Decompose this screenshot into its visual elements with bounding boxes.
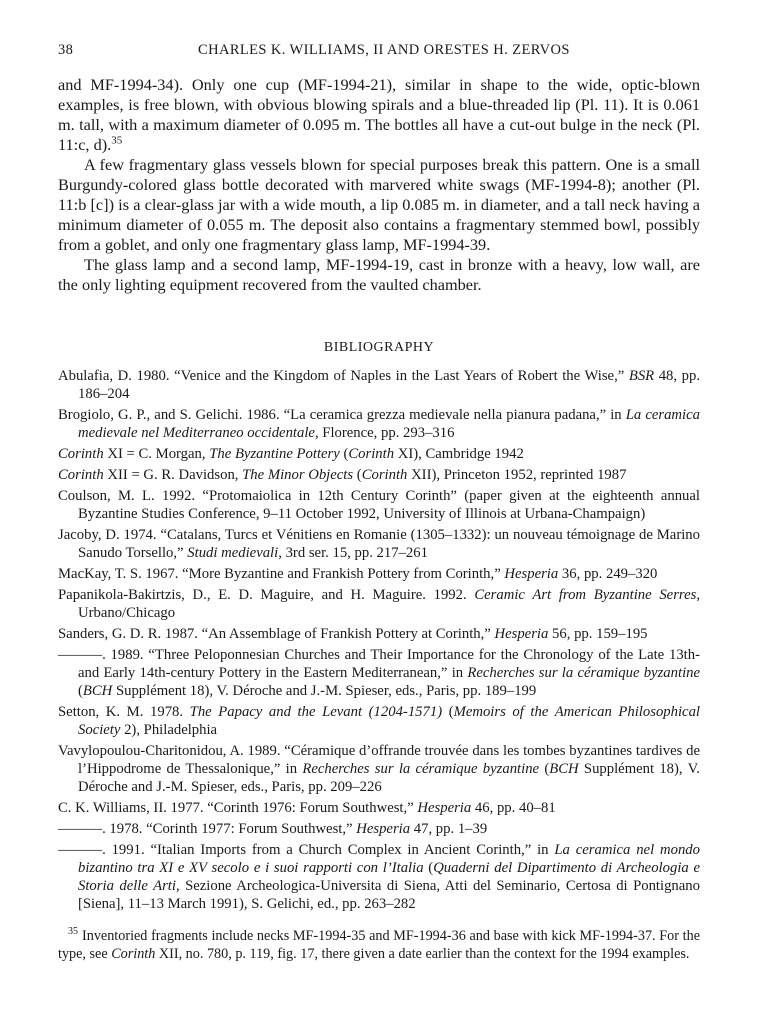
text-run: Coulson, M. L. 1992. “Protomaiolica in 12th Century Corinth” (paper given at the eighteenth annual Byzantine Studies Conference, 9–11 October 1992, University of Illinois at Urbana-Champaign): [58, 488, 700, 522]
text-run: , Sezione Archeologica-Universita di Siena, Atti del Seminario, Certosa di Pontignano [Siena], 11–13 March 1991), S. Gelichi, ed., pp. 263–282: [78, 878, 700, 912]
bibliography-entry: [58, 742, 700, 796]
italic-text: Corinth: [58, 467, 104, 483]
text-run: XI = C. Morgan,: [103, 446, 210, 462]
bibliography-entry: [58, 820, 700, 838]
italic-text: The Papacy and the Levant (1204-1571): [189, 704, 443, 720]
body-paragraph: A few fragmentary glass vessels blown for special purposes break this pattern. One is a small Burgundy-colored glass bottle decorated with marvered white swags (MF-1994-8); another (Pl. 11:b [c]) is a clear-glass jar with a wide mouth, a lip 0.085 m. in diameter, and a tall neck having a minimum diameter of 0.055 m. The deposit also contains a fragmentary stemmed bowl, possibly from a goblet, and only one fragmentary glass lamp, MF-1994-39.: [58, 155, 700, 254]
italic-text: Hesperia: [504, 566, 559, 582]
bibliography-entry: [58, 487, 700, 523]
text-run: XI), Cambridge 1942: [394, 446, 524, 462]
italic-text: La ceramica nel mondo bizantino tra XI e XV secolo e i suoi rapporti con l’Italia: [78, 842, 700, 876]
italic-text: BSR: [628, 368, 655, 384]
text-run: 48, pp. 186–204: [78, 368, 701, 402]
text-run: Brogiolo, G. P., and S. Gelichi. 1986. “La ceramica grezza medievale nella pianura padana,” in: [58, 407, 626, 423]
bibliography-entry: [58, 646, 700, 700]
italic-text: Corinth: [111, 946, 156, 962]
bibliography-entry: [58, 526, 700, 562]
body-text: [58, 75, 700, 295]
italic-text: Recherches sur la céramique byzantine: [467, 665, 701, 681]
text-run: ———. 1989. “Three Peloponnesian Churches and Their Importance for the Chronology of the Late 13th- and Early 14th-century Pottery in the Eastern Mediterranean,” in: [58, 647, 700, 681]
text-run: MacKay, T. S. 1967. “More Byzantine and Frankish Pottery from Corinth,”: [58, 566, 505, 582]
body-paragraph: The glass lamp and a second lamp, MF-1994-19, cast in bronze with a heavy, low wall, are the only lighting equipment recovered from the vaulted chamber.: [58, 255, 700, 294]
bibliography-entry: [58, 799, 700, 817]
italic-text: Memoirs of the American Philosophical Society: [78, 704, 700, 738]
text-run: 2), Philadelphia: [120, 722, 218, 738]
running-head: CHARLES K. WILLIAMS, II AND ORESTES H. ZERVOS: [198, 42, 570, 58]
text-run: Inventoried fragments include necks MF-1994-35 and MF-1994-36 and base with kick MF-1994-37. For the type, see: [58, 928, 700, 962]
page-number: 38: [58, 42, 74, 58]
page-header: [58, 40, 700, 62]
text-run: Abulafia, D. 1980. “Venice and the Kingdom of Naples in the Last Years of Robert the Wise,”: [58, 368, 629, 384]
italic-text: Corinth: [58, 446, 104, 462]
italic-text: Corinth: [348, 446, 395, 462]
page: [58, 40, 700, 963]
text-run: (: [539, 761, 550, 777]
text-run: (: [353, 467, 362, 483]
bibliography-entry: [58, 841, 700, 913]
italic-text: Hesperia: [356, 821, 411, 837]
text-run: (: [339, 446, 349, 462]
text-run: Vavylopoulou-Charitonidou, A. 1989. “Céramique d’offrande trouvée dans les tombes byzantines tardives de l’Hippodrome de Thessalonique,” in: [58, 743, 700, 777]
text-run: (: [423, 860, 434, 876]
text-run: , Urbano/Chicago: [78, 587, 700, 621]
text-run: 36, pp. 249–320: [558, 566, 658, 582]
text-run: XII = G. R. Davidson,: [103, 467, 243, 483]
footnote: [58, 927, 700, 963]
text-run: Supplément 18), V. Déroche and J.-M. Spieser, eds., Paris, pp. 209–226: [78, 761, 700, 795]
body-paragraph: and MF-1994-34). Only one cup (MF-1994-21), similar in shape to the wide, optic-blown examples, is free blown, with obvious blowing spirals and a blue-threaded lip (Pl. 11). It is 0.061 m. tall, with a maximum diameter of 0.095 m. The bottles all have a cut-out bulge in the neck (Pl. 11:c, d).$^{35}$: [58, 75, 700, 154]
italic-text: Quaderni del Dipartimento di Archeologia e Storia delle Arti: [78, 860, 700, 894]
text-run: Supplément 18), V. Déroche and J.-M. Spieser, eds., Paris, pp. 189–199: [112, 683, 537, 699]
text-run: (: [78, 683, 83, 699]
italic-text: Corinth: [361, 467, 408, 483]
italic-text: Hesperia: [417, 800, 472, 816]
italic-text: BCH: [549, 761, 579, 777]
text-run: XII), Princeton 1952, reprinted 1987: [407, 467, 627, 483]
text-run: 46, pp. 40–81: [471, 800, 556, 816]
italic-text: Recherches sur la céramique byzantine: [302, 761, 540, 777]
bibliography-entry: [58, 406, 700, 442]
text-run: C. K. Williams, II. 1977. “Corinth 1976: Forum Southwest,”: [58, 800, 418, 816]
italic-text: BCH: [82, 683, 113, 699]
italic-text: La ceramica medievale nel Mediterraneo occidentale: [78, 407, 700, 441]
italic-text: The Minor Objects: [242, 467, 354, 483]
text-run: Sanders, G. D. R. 1987. “An Assemblage of Frankish Pottery at Corinth,”: [58, 626, 495, 642]
text-run: ———. 1978. “Corinth 1977: Forum Southwest,”: [58, 821, 357, 837]
bibliography-entry: [58, 625, 700, 643]
italic-text: Ceramic Art from Byzantine Serres: [474, 587, 697, 603]
text-run: Papanikola-Bakirtzis, D., E. D. Maguire, and H. Maguire. 1992.: [58, 587, 475, 603]
bibliography-entry: [58, 367, 700, 403]
text-run: Jacoby, D. 1974. “Catalans, Turcs et Vénitiens en Romanie (1305–1332): un nouveau témoignage de Marino Sanudo Torsello,”: [58, 527, 700, 561]
italic-text: The Byzantine Pottery: [209, 446, 340, 462]
bibliography-list: [58, 367, 700, 913]
footnote-reference[interactable]: 35: [111, 134, 123, 147]
text-run: , Florence, pp. 293–316: [314, 425, 455, 441]
text-run: , 3rd ser. 15, pp. 217–261: [278, 545, 428, 561]
footnote-number: 35: [68, 926, 78, 938]
bibliography-entry: [58, 565, 700, 583]
italic-text: Hesperia: [494, 626, 549, 642]
bibliography-heading: BIBLIOGRAPHY: [323, 340, 435, 355]
text-run: 56, pp. 159–195: [548, 626, 648, 642]
text-run: Setton, K. M. 1978.: [58, 704, 190, 720]
bibliography-entry: [58, 445, 700, 463]
bibliography-entry: [58, 586, 700, 622]
text-run: 47, pp. 1–39: [410, 821, 488, 837]
bibliography-entry: [58, 466, 700, 484]
text-run: ———. 1991. “Italian Imports from a Church Complex in Ancient Corinth,” in: [58, 842, 555, 858]
italic-text: Studi medievali: [187, 545, 279, 561]
text-run: (: [442, 704, 454, 720]
text-run: XII, no. 780, p. 119, fig. 17, there given a date earlier than the context for the 1994 examples.: [155, 946, 690, 962]
bibliography-entry: [58, 703, 700, 739]
